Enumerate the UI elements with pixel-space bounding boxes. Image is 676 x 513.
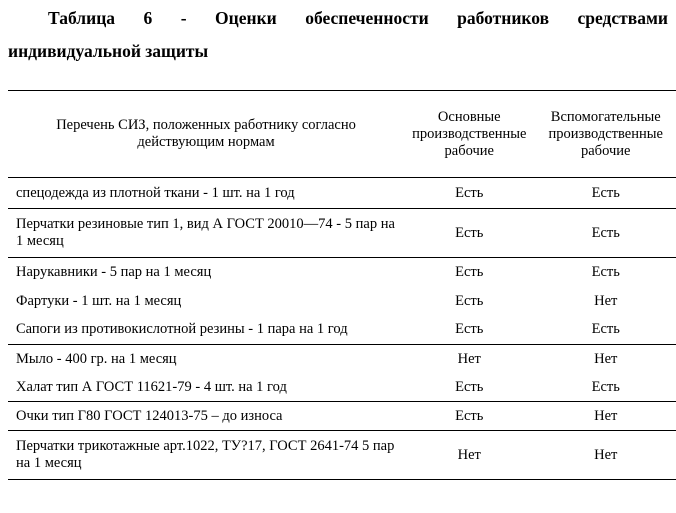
main-workers-value: Нет	[404, 431, 534, 480]
main-workers-value: Есть	[455, 292, 484, 309]
aux-workers-value: Нет	[534, 345, 676, 374]
aux-workers-value: Есть	[534, 258, 676, 287]
table-row	[8, 287, 676, 316]
ppe-item: Халат тип А ГОСТ 11621-79 - 4 шт. на 1 год	[16, 378, 287, 395]
table-row	[8, 178, 676, 209]
caption-line-2: индивидуальной защиты	[8, 41, 209, 61]
table-header-row	[8, 91, 676, 178]
table-row	[8, 374, 676, 402]
ppe-item: Очки тип Г80 ГОСТ 124013-75 – до износа	[8, 402, 404, 431]
caption-word: -	[180, 8, 187, 28]
caption-word: средствами	[577, 8, 668, 28]
table-caption	[8, 2, 668, 68]
main-workers-value: Есть	[455, 321, 484, 338]
main-workers-value: Есть	[404, 209, 534, 258]
main-workers-value: Есть	[404, 258, 534, 287]
header-main-workers: Основные производственные рабочие	[404, 91, 534, 178]
ppe-item: Сапоги из противокислотной резины - 1 пара на 1 год	[16, 321, 348, 338]
table-row	[8, 431, 676, 480]
ppe-item: спецодежда из плотной ткани - 1 шт. на 1 год	[8, 178, 404, 209]
main-workers-value: Есть	[455, 378, 484, 395]
ppe-table	[8, 90, 676, 480]
caption-line-1	[8, 2, 668, 35]
ppe-item: Мыло - 400 гр. на 1 месяц	[8, 345, 404, 374]
table-row	[8, 209, 676, 258]
main-workers-value: Нет	[404, 345, 534, 374]
aux-workers-value: Нет	[594, 292, 618, 309]
ppe-item: Нарукавники - 5 пар на 1 месяц	[8, 258, 404, 287]
caption-word: Таблица	[48, 8, 116, 28]
aux-workers-value: Нет	[534, 431, 676, 480]
caption-word: 6	[143, 8, 153, 28]
table-row	[8, 402, 676, 431]
table-row	[8, 316, 676, 345]
ppe-item: Перчатки резиновые тип 1, вид А ГОСТ 20010—74 - 5 пар на 1 месяц	[8, 209, 404, 258]
ppe-item: Фартуки - 1 шт. на 1 месяц	[16, 292, 182, 309]
table-row	[8, 345, 676, 374]
table-row	[8, 258, 676, 287]
caption-word: Оценки	[215, 8, 277, 28]
header-ppe-list: Перечень СИЗ, положенных работнику согласно действующим нормам	[8, 91, 404, 178]
header-aux-workers: Вспомогательные производственные рабочие	[534, 91, 676, 178]
aux-workers-value: Нет	[534, 402, 676, 431]
ppe-item: Перчатки трикотажные арт.1022, ТУ?17, ГОСТ 2641-74 5 пар на 1 месяц	[8, 431, 404, 480]
aux-workers-value: Есть	[591, 378, 620, 395]
caption-word: обеспеченности	[305, 8, 429, 28]
main-workers-value: Есть	[404, 178, 534, 209]
main-workers-value: Есть	[404, 402, 534, 431]
aux-workers-value: Есть	[534, 209, 676, 258]
aux-workers-value: Есть	[534, 178, 676, 209]
aux-workers-value: Есть	[591, 321, 620, 338]
caption-word: работников	[457, 8, 550, 28]
